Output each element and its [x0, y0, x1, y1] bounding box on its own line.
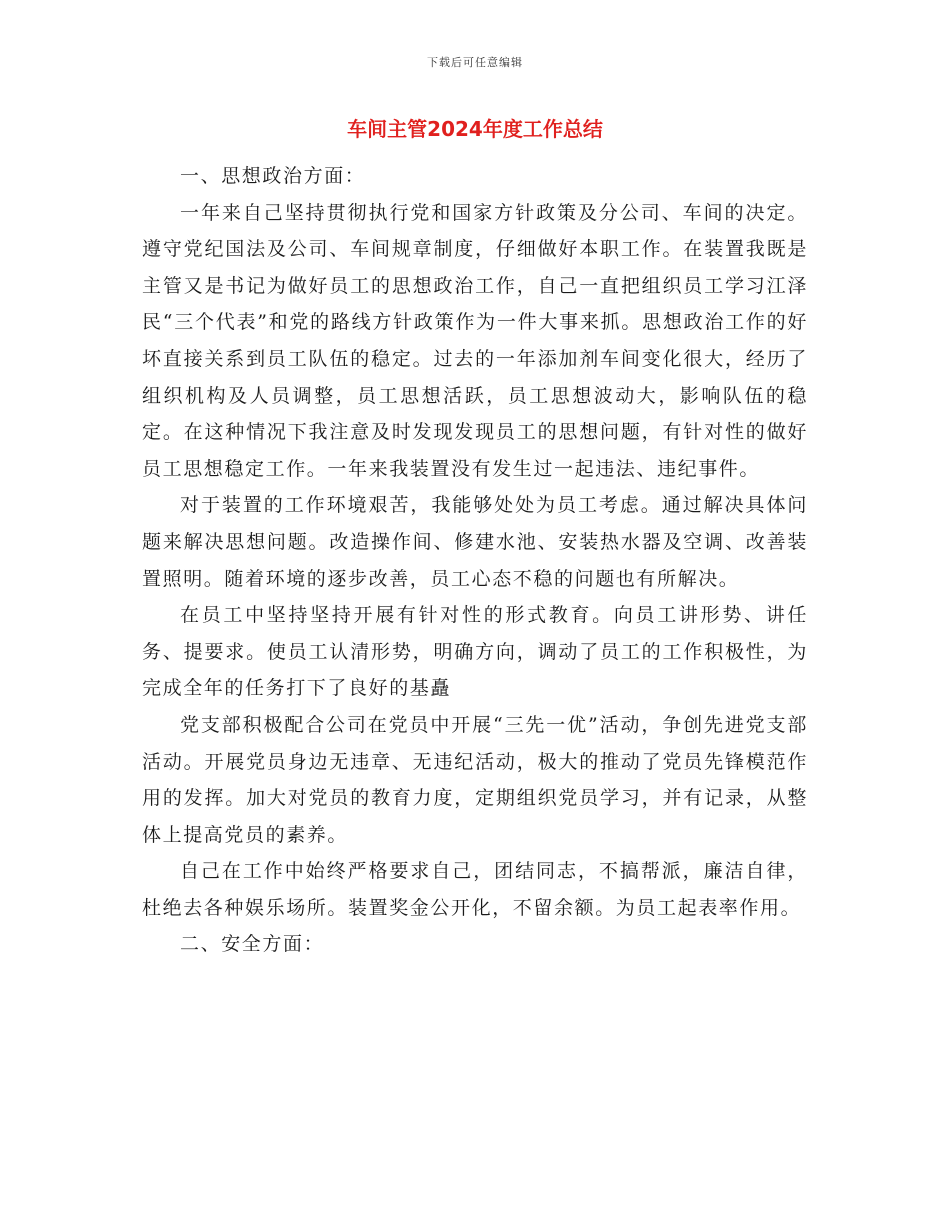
paragraph: 党支部积极配合公司在党员中开展“三先一优”活动，争创先进党支部活动。开展党员身边无违章、无违纪活动，极大的推动了党员先锋模范作用的发挥。加大对党员的教育力度，定期组织党员学习，并有记录，从整体上提高党员的素养。 [142, 713, 808, 846]
document-body [142, 158, 808, 963]
paragraph: 对于装置的工作环境艰苦，我能够处处为员工考虑。通过解决具体问题来解决思想问题。改造操作间、修建水池、安装热水器及空调、改善装置照明。随着环境的逐步改善，员工心态不稳的问题也有所解决。 [142, 494, 808, 590]
paragraph: 自己在工作中始终严格要求自己，团结同志，不搞帮派，廉洁自律，杜绝去各种娱乐场所。装置奖金公开化，不留余额。为员工起表率作用。 [142, 860, 808, 919]
paragraph: 在员工中坚持坚持开展有针对性的形式教育。向员工讲形势、讲任务、提要求。使员工认清形势，明确方向，调动了员工的工作积极性，为完成全年的任务打下了良好的基矗 [142, 604, 808, 700]
paragraph: 一年来自己坚持贯彻执行党和国家方针政策及分公司、车间的决定。遵守党纪国法及公司、车间规章制度，仔细做好本职工作。在装置我既是主管又是书记为做好员工的思想政治工作，自己一直把组织员工学习江泽民“三个代表”和党的路线方针政策作为一件大事来抓。思想政治工作的好坏直接关系到员工队伍的稳定。过去的一年添加剂车间变化很大，经历了组织机构及人员调整，员工思想活跃，员工思想波动大，影响队伍的稳定。在这种情况下我注意及时发现发现员工的思想问题，有针对性的做好员工思想稳定工作。一年来我装置没有发生过一起违法、违纪事件。 [142, 201, 808, 480]
header-note: 下载后可任意编辑 [427, 56, 523, 69]
section-heading-safety: 二、安全方面： [180, 933, 325, 956]
section-heading-ideology: 一、思想政治方面： [180, 165, 366, 187]
document-title: 车间主管2024年度工作总结 [347, 117, 603, 141]
